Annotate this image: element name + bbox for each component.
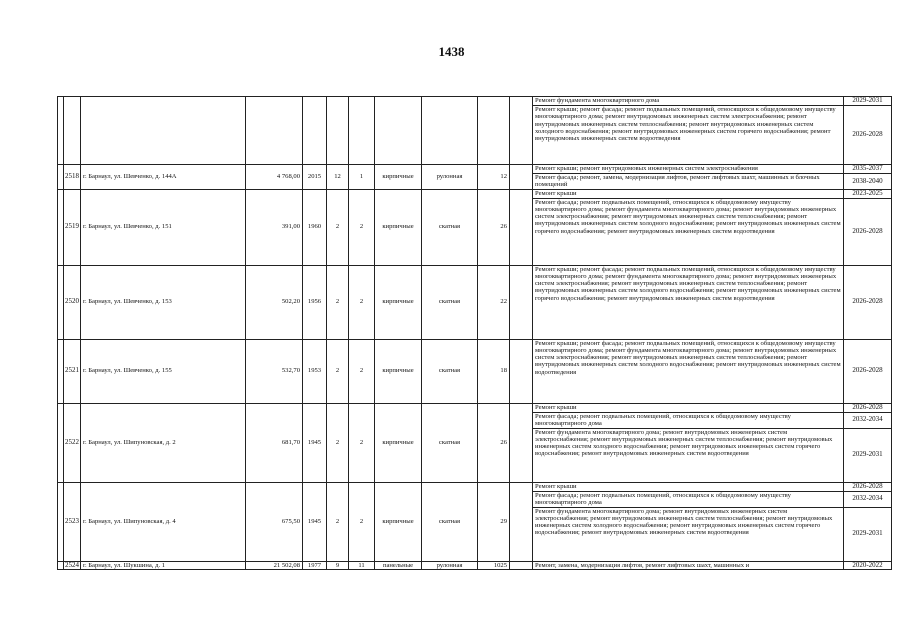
area-cell: 675,50: [246, 482, 303, 561]
blank-cell: [510, 189, 533, 265]
address-cell: г. Барнаул, ул. Шипуновская, д. 4: [81, 482, 246, 561]
period-cell: 2026-2028: [844, 403, 892, 412]
roof-type-cell: скатная: [422, 403, 478, 482]
address-cell: г. Барнаул, ул. Шевченко, д. 151: [81, 189, 246, 265]
entrances-cell: 2: [349, 482, 375, 561]
address-cell: г. Барнаул, ул. Шевченко, д. 144А: [81, 165, 246, 190]
floors-cell: 2: [327, 339, 349, 403]
count-cell: 26: [478, 403, 510, 482]
blank-cell: [510, 561, 533, 569]
floors-cell: 2: [327, 482, 349, 561]
count-cell: 22: [478, 265, 510, 339]
work-type-cell: Ремонт крыши; ремонт фасада; ремонт подвальных помещений, относящихся к общедомовому имуществу многоквартирного дома; ремонт фундамента многоквартирного дома; ремонт внутридомовых инженерных систем электроснабжения; ремонт внутридомовых инженерных систем теплоснабжения; ремонт внутридомовых инженерных систем холодного водоснабжения; ремонт внутридомовых инженерных систем горячего водоснабжения; ремонт внутридомовых инженерных систем водоотведения: [533, 265, 844, 339]
period-cell: 2038-2040: [844, 174, 892, 190]
period-cell: 2035-2037: [844, 165, 892, 174]
roof-type-cell: рулонная: [422, 165, 478, 190]
row-number: 2519: [64, 189, 81, 265]
area-cell: 502,20: [246, 265, 303, 339]
wall-material-cell: кирпичные: [375, 165, 422, 190]
area-cell: 21 502,08: [246, 561, 303, 569]
period-cell: 2029-2031: [844, 507, 892, 561]
count-cell: 12: [478, 165, 510, 190]
work-type-cell: Ремонт крыши: [533, 189, 844, 198]
area-cell: 4 768,00: [246, 165, 303, 190]
floors-cell: 2: [327, 265, 349, 339]
table-row: [58, 165, 892, 174]
entrances-cell: 11: [349, 561, 375, 569]
wall-material-cell: кирпичные: [375, 265, 422, 339]
work-type-cell: Ремонт фасада; ремонт подвальных помещений, относящихся к общедомовому имуществу многоквартирного дома; ремонт фундамента многоквартирного дома; ремонт внутридомовых инженерных систем электроснабжения; ремонт внутридомовых инженерных систем теплоснабжения; ремонт внутридомовых инженерных систем холодного водоснабжения; ремонт внутридомовых инженерных систем горячего водоснабжения; ремонт внутридомовых инженерных систем водоотведения: [533, 198, 844, 265]
period-cell: 2026-2028: [844, 482, 892, 491]
table-row: [58, 189, 892, 198]
entrances-cell: 2: [349, 403, 375, 482]
entrances-cell: 2: [349, 265, 375, 339]
year-cell: 2015: [303, 165, 327, 190]
work-type-cell: Ремонт фундамента многоквартирного дома; ремонт внутридомовых инженерных систем электроснабжения; ремонт внутридомовых инженерных систем теплоснабжения; ремонт внутридомовых инженерных систем холодного водоснабжения; ремонт внутридомовых инженерных систем горячего водоснабжения; ремонт внутридомовых инженерных систем водоотведения: [533, 507, 844, 561]
row-number: 2521: [64, 339, 81, 403]
table-row: [58, 482, 892, 491]
table-row: [58, 561, 892, 569]
period-cell: 2029-2031: [844, 97, 892, 106]
blank-cell: [510, 482, 533, 561]
work-type-cell: Ремонт крыши; ремонт фасада; ремонт подвальных помещений, относящихся к общедомовому имуществу многоквартирного дома; ремонт фундамента многоквартирного дома; ремонт внутридомовых инженерных систем электроснабжения; ремонт внутридомовых инженерных систем теплоснабжения; ремонт внутридомовых инженерных систем холодного водоснабжения; ремонт внутридомовых инженерных систем водоотведения: [533, 339, 844, 403]
count-cell: 18: [478, 339, 510, 403]
blank-cell: [510, 339, 533, 403]
table-row: [58, 265, 892, 339]
floors-cell: 2: [327, 403, 349, 482]
period-cell: 2020-2022: [844, 561, 892, 569]
address-cell: [81, 97, 246, 165]
work-type-cell: Ремонт крыши; ремонт фасада; ремонт подвальных помещений, относящихся к общедомовому имуществу многоквартирного дома; ремонт внутридомовых инженерных систем электроснабжения; ремонт внутридомовых инженерных систем теплоснабжения; ремонт внутридомовых инженерных систем холодного водоснабжения; ремонт внутридомовых инженерных систем горячего водоснабжения; ремонт внутридомовых инженерных систем водоотведения: [533, 106, 844, 165]
year-cell: 1945: [303, 403, 327, 482]
area-cell: 532,70: [246, 339, 303, 403]
page-number: 1438: [438, 44, 465, 59]
floors-cell: 2: [327, 189, 349, 265]
work-type-cell: Ремонт, замена, модернизация лифтов, ремонт лифтовых шахт, машинных и: [533, 561, 844, 569]
period-cell: 2026-2028: [844, 339, 892, 403]
period-cell: 2026-2028: [844, 106, 892, 165]
table-row: [58, 339, 892, 403]
work-type-cell: Ремонт фундамента многоквартирного дома; ремонт внутридомовых инженерных систем электроснабжения; ремонт внутридомовых инженерных систем теплоснабжения; ремонт внутридомовых инженерных систем холодного водоснабжения; ремонт внутридомовых инженерных систем горячего водоснабжения; ремонт внутридомовых инженерных систем водоотведения: [533, 428, 844, 482]
roof-type-cell: скатная: [422, 482, 478, 561]
floors-cell: 12: [327, 165, 349, 190]
roof-type-cell: скатная: [422, 189, 478, 265]
entrances-cell: 2: [349, 339, 375, 403]
roof-type-cell: скатная: [422, 265, 478, 339]
area-cell: 391,00: [246, 189, 303, 265]
capital-repair-table: [57, 96, 892, 570]
address-cell: г. Барнаул, ул. Шевченко, д. 153: [81, 265, 246, 339]
address-cell: г. Барнаул, ул. Шукшина, д. 1: [81, 561, 246, 569]
entrances-cell: [349, 97, 375, 165]
period-cell: 2026-2028: [844, 198, 892, 265]
period-cell: 2029-2031: [844, 428, 892, 482]
year-cell: 1956: [303, 265, 327, 339]
work-type-cell: Ремонт крыши: [533, 482, 844, 491]
wall-material-cell: [375, 97, 422, 165]
period-cell: 2032-2034: [844, 412, 892, 428]
table-row: [58, 97, 892, 106]
area-cell: 681,70: [246, 403, 303, 482]
work-type-cell: Ремонт фундамента многоквартирного дома: [533, 97, 844, 106]
floors-cell: 9: [327, 561, 349, 569]
period-cell: 2026-2028: [844, 265, 892, 339]
entrances-cell: 2: [349, 189, 375, 265]
roof-type-cell: скатная: [422, 339, 478, 403]
row-number: 2518: [64, 165, 81, 190]
address-cell: г. Барнаул, ул. Шипуновская, д. 2: [81, 403, 246, 482]
floors-cell: [327, 97, 349, 165]
work-type-cell: Ремонт фасада; ремонт, замена, модернизация лифтов, ремонт лифтовых шахт, машинных и блочных помещений: [533, 174, 844, 190]
blank-cell: [510, 97, 533, 165]
row-number: 2524: [65, 561, 79, 569]
period-cell: 2032-2034: [844, 491, 892, 507]
work-type-cell: Ремонт крыши: [533, 403, 844, 412]
row-number: [64, 97, 81, 165]
area-cell: [246, 97, 303, 165]
blank-cell: [510, 265, 533, 339]
wall-material-cell: панельные: [375, 561, 422, 569]
period-cell: 2023-2025: [844, 189, 892, 198]
year-cell: 1960: [303, 189, 327, 265]
wall-material-cell: кирпичные: [375, 339, 422, 403]
count-cell: 26: [478, 189, 510, 265]
count-cell: 1025: [478, 561, 510, 569]
work-type-cell: Ремонт крыши; ремонт внутридомовых инженерных систем электроснабжения: [533, 165, 844, 174]
count-cell: 29: [478, 482, 510, 561]
blank-cell: [510, 165, 533, 190]
year-cell: [303, 97, 327, 165]
year-cell: 1953: [303, 339, 327, 403]
address-cell: г. Барнаул, ул. Шевченко, д. 155: [81, 339, 246, 403]
wall-material-cell: кирпичные: [375, 482, 422, 561]
row-number: 2522: [64, 403, 81, 482]
year-cell: 1977: [303, 561, 327, 569]
work-type-cell: Ремонт фасада; ремонт подвальных помещений, относящихся к общедомовому имуществу многоквартирного дома: [533, 412, 844, 428]
entrances-cell: 1: [349, 165, 375, 190]
row-number: 2520: [64, 265, 81, 339]
work-type-cell: Ремонт фасада; ремонт подвальных помещений, относящихся к общедомовому имуществу многоквартирного дома: [533, 491, 844, 507]
blank-cell: [510, 403, 533, 482]
row-number: 2523: [64, 482, 81, 561]
count-cell: [478, 97, 510, 165]
roof-type-cell: [422, 97, 478, 165]
wall-material-cell: кирпичные: [375, 403, 422, 482]
wall-material-cell: кирпичные: [375, 189, 422, 265]
table-row: [58, 403, 892, 412]
year-cell: 1945: [303, 482, 327, 561]
roof-type-cell: рулонная: [422, 561, 478, 569]
